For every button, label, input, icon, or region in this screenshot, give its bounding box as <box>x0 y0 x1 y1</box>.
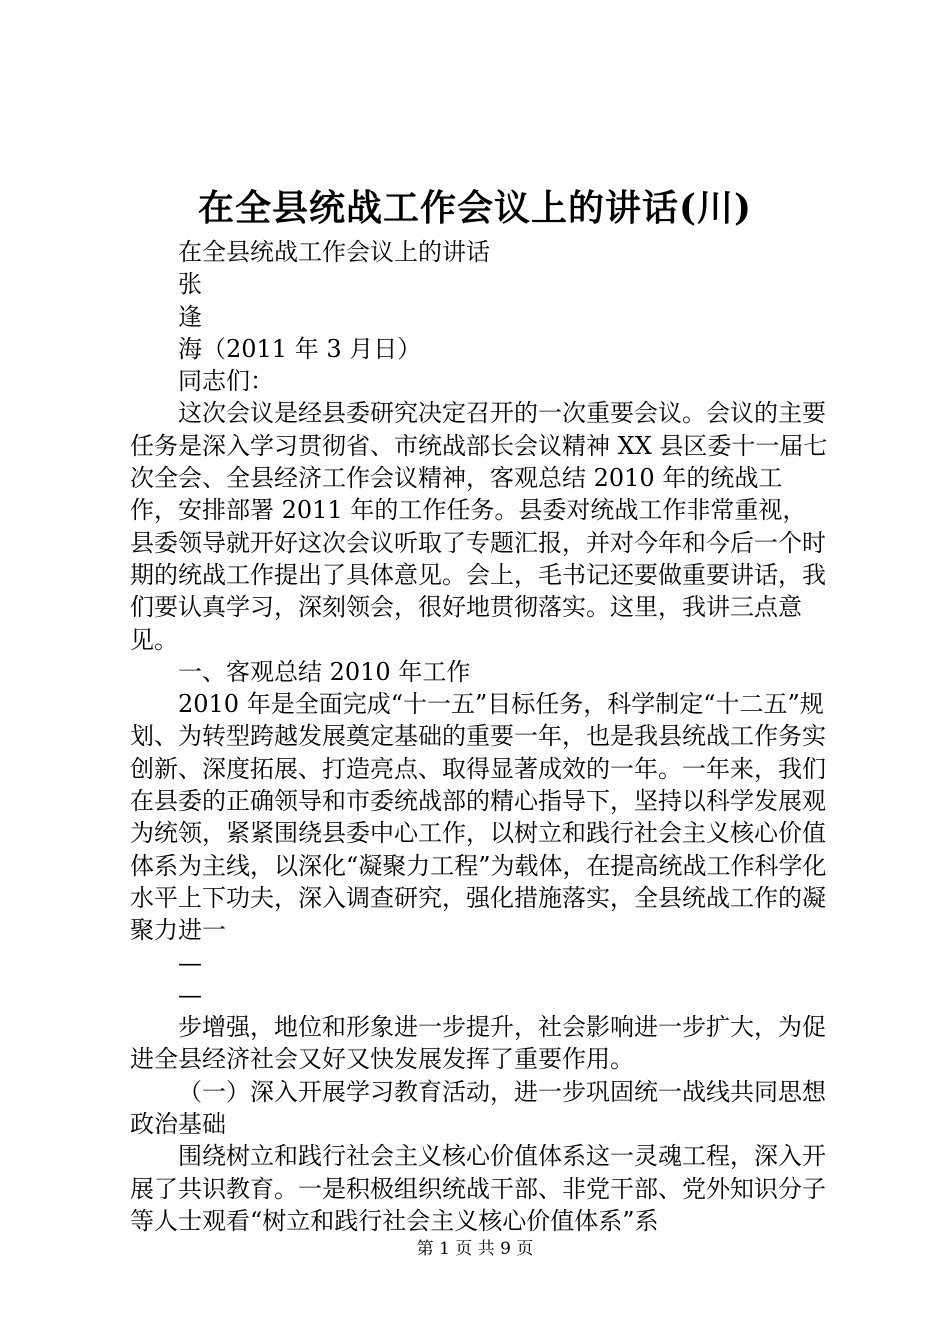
dash-line-1: — <box>178 948 202 977</box>
speech-subtitle: 在全县统战工作会议上的讲话 <box>178 238 490 266</box>
paragraph-3: 步增强，地位和形象进一步提升，社会影响进一步扩大，为促进全县经济社会又好又快发展发挥了重要作用。 <box>130 1013 826 1074</box>
document-title: 在全县统战工作会议上的讲话(川) <box>197 187 753 229</box>
paragraph-1: 这次会议是经县委研究决定召开的一次重要会议。会议的主要任务是深入学习贯彻省、市统战部长会议精神 XX 县区委十一届七次全会、全县经济工作会议精神，客观总结 2010 年的统战工作，安排部署 2011 年的工作任务。县委对统战工作非常重视，县委领导就开好这次会议听取了专题汇报，并对今年和今后一个时期的统战工作提出了具体意见。会上，毛书记还要做重要讲话，我们要认真学习，深刻领会，很好地贯彻落实。这里，我讲三点意见。 <box>130 399 828 654</box>
salutation: 同志们： <box>178 367 274 396</box>
paragraph-4: 围绕树立和践行社会主义核心价值体系这一灵魂工程，深入开展了共识教育。一是积极组织统战干部、非党干部、党外知识分子等人士观看“树立和践行社会主义核心价值体系”系 <box>130 1142 826 1235</box>
page-number: 第 1 页 共 9 页 <box>416 1239 534 1259</box>
author-line-3: 海（2011 年 3 月日） <box>178 334 422 363</box>
section-heading-1: 一、客观总结 2010 年工作 <box>178 657 471 686</box>
author-line-1: 张 <box>178 270 202 299</box>
paragraph-2: 2010 年是全面完成“十一五”目标任务，科学制定“十二五”规划、为转型跨越发展奠定基础的重要一年，也是我县统战工作务实创新、深度拓展、打造亮点、取得显著成效的一年。一年来，我们在县委的正确领导和市委统战部的精心指导下，坚持以科学发展观为统领，紧紧围绕县委中心工作，以树立和践行社会主义核心价值体系为主线，以深化“凝聚力工程”为载体，在提高统战工作科学化水平上下功夫，深入调查研究，强化措施落实，全县统战工作的凝聚力进一 <box>130 690 827 945</box>
author-line-2: 逢 <box>178 302 202 331</box>
document-body <box>130 236 830 1237</box>
dash-line-2: — <box>178 980 202 1009</box>
section-heading-2: （一）深入开展学习教育活动，进一步巩固统一战线共同思想政治基础 <box>130 1077 826 1139</box>
